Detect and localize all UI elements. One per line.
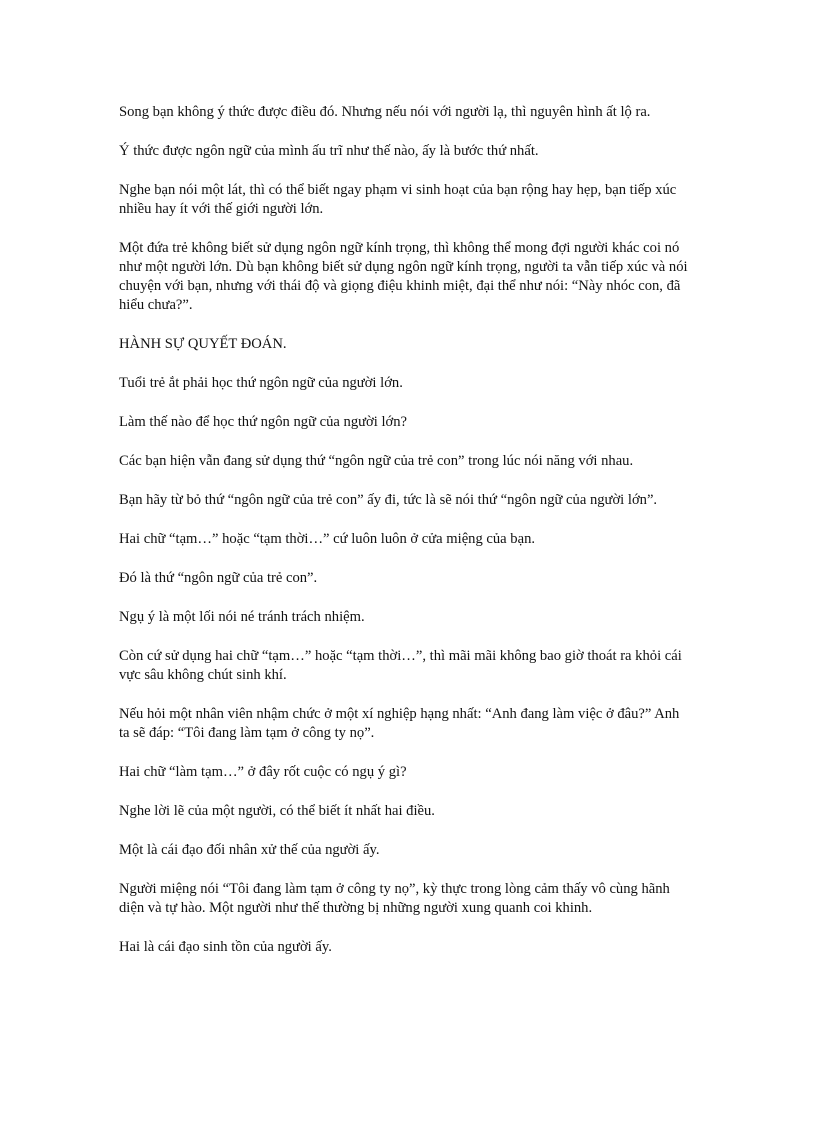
paragraph-17: Một là cái đạo đối nhân xử thế của người ấy. bbox=[119, 842, 380, 858]
paragraph-3: Nghe bạn nói một lát, thì có thể biết ngay phạm vi sinh hoạt của bạn rộng hay hẹp, bạn tiếp xúc nhiều hay ít với thế giới người lớn. bbox=[119, 182, 677, 217]
paragraph-19: Hai là cái đạo sinh tồn của người ấy. bbox=[119, 939, 332, 955]
paragraph-10: Hai chữ “tạm…” hoặc “tạm thời…” cứ luôn luôn ở cửa miệng của bạn. bbox=[119, 531, 536, 547]
document-body bbox=[119, 103, 691, 977]
paragraph-16: Nghe lời lẽ của một người, có thể biết ít nhất hai điều. bbox=[119, 803, 435, 819]
section-heading: HÀNH SỰ QUYẾT ĐOÁN. bbox=[119, 336, 287, 352]
paragraph-8: Các bạn hiện vẫn đang sử dụng thứ “ngôn ngữ của trẻ con” trong lúc nói năng với nhau. bbox=[119, 453, 634, 469]
paragraph-11: Đó là thứ “ngôn ngữ của trẻ con”. bbox=[119, 570, 318, 586]
paragraph-1: Song bạn không ý thức được điều đó. Nhưng nếu nói với người lạ, thì nguyên hình ất lộ ra. bbox=[119, 104, 651, 120]
paragraph-14: Nếu hỏi một nhân viên nhậm chức ở một xí nghiệp hạng nhất: “Anh đang làm việc ở đâu?” Anh ta sẽ đáp: “Tôi đang làm tạm ở công ty nọ”. bbox=[119, 706, 680, 741]
paragraph-18: Người miệng nói “Tôi đang làm tạm ở công ty nọ”, kỳ thực trong lòng cảm thấy vô cùng hãnh diện và tự hào. Một người như thế thường bị những người xung quanh coi khinh. bbox=[119, 881, 670, 916]
paragraph-12: Ngụ ý là một lối nói né tránh trách nhiệm. bbox=[119, 609, 365, 625]
paragraph-6: Tuổi trẻ ắt phải học thứ ngôn ngữ của người lớn. bbox=[119, 375, 403, 391]
paragraph-4: Một đứa trẻ không biết sử dụng ngôn ngữ kính trọng, thì không thể mong đợi người khác coi nó như một người lớn. Dù bạn không biết sử dụng ngôn ngữ kính trọng, người ta vẫn tiếp xúc và nói chuyện với bạn, nhưng với thái độ và giọng điệu khinh miệt, đại thể như nói: “Này nhóc con, đã hiểu chưa?”. bbox=[119, 240, 688, 313]
paragraph-9: Bạn hãy từ bỏ thứ “ngôn ngữ của trẻ con” ấy đi, tức là sẽ nói thứ “ngôn ngữ của người lớn”. bbox=[119, 492, 658, 508]
paragraph-7: Làm thế nào để học thứ ngôn ngữ của người lớn? bbox=[119, 414, 407, 430]
paragraph-15: Hai chữ “làm tạm…” ở đây rốt cuộc có ngụ ý gì? bbox=[119, 764, 407, 780]
paragraph-2: Ý thức được ngôn ngữ của mình ấu trĩ như thế nào, ấy là bước thứ nhất. bbox=[119, 143, 539, 159]
paragraph-13: Còn cứ sử dụng hai chữ “tạm…” hoặc “tạm thời…”, thì mãi mãi không bao giờ thoát ra khỏi cái vực sâu không chút sinh khí. bbox=[119, 648, 682, 683]
